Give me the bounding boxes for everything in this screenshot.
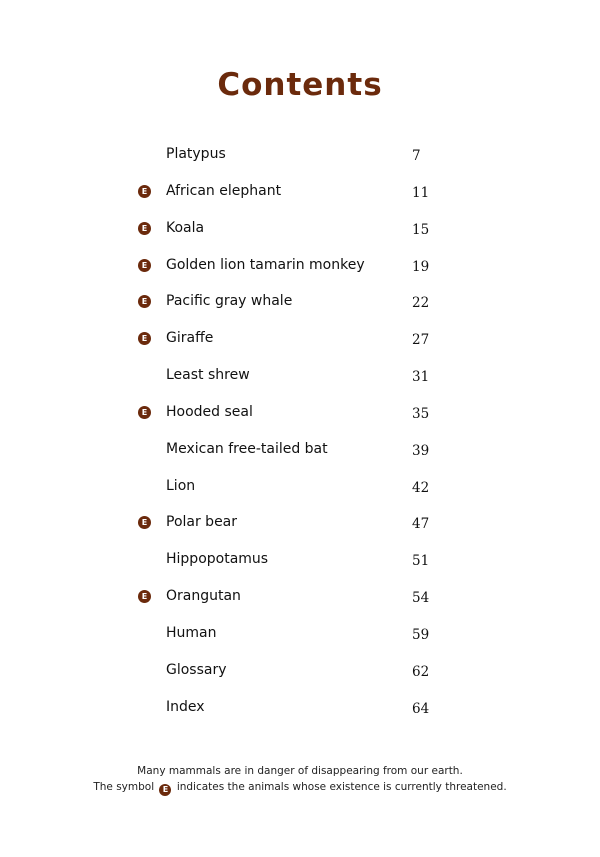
toc-entry-title: Golden lion tamarin monkey — [166, 256, 365, 273]
toc-entry — [0, 470, 600, 507]
toc-entry-page: 47 — [412, 516, 430, 533]
page-title: Contents — [217, 66, 383, 103]
toc-entry — [0, 396, 600, 433]
toc-entry-title: Index — [166, 698, 205, 715]
toc-entry — [0, 580, 600, 617]
toc-entry-title: Giraffe — [166, 330, 214, 347]
toc-entry-title: Glossary — [166, 661, 227, 678]
footnote-text-before: The symbol — [93, 781, 155, 793]
toc-entry — [0, 249, 600, 286]
endangered-icon: E — [138, 259, 151, 272]
endangered-icon: E — [159, 784, 171, 796]
toc-entry-page: 64 — [412, 700, 430, 717]
toc-entry-title: Platypus — [166, 146, 226, 162]
toc-entry-title: Hooded seal — [166, 403, 253, 420]
footnote-line-1: Many mammals are in danger of disappearing from our earth. — [137, 765, 463, 777]
toc-entry — [0, 212, 600, 249]
endangered-icon: E — [138, 516, 151, 529]
toc-entry-title: Mexican free-tailed bat — [166, 440, 328, 457]
toc-entry-title: Human — [166, 624, 217, 641]
table-of-contents — [0, 138, 600, 728]
toc-entry-title: Polar bear — [166, 514, 238, 531]
toc-entry — [0, 138, 600, 175]
toc-entry-title: Orangutan — [166, 588, 241, 605]
footnote — [0, 763, 600, 796]
footnote-text-after: indicates the animals whose existence is currently threatened. — [176, 781, 507, 793]
toc-entry-title: Least shrew — [166, 367, 250, 384]
endangered-icon: E — [138, 185, 151, 198]
toc-entry — [0, 654, 600, 691]
toc-entry-page: 19 — [412, 258, 430, 275]
endangered-icon: E — [138, 295, 151, 308]
endangered-icon: E — [138, 406, 151, 419]
toc-entry-page: 15 — [412, 221, 430, 238]
toc-entry — [0, 543, 600, 580]
toc-entry — [0, 322, 600, 359]
toc-entry-title: Koala — [166, 219, 205, 236]
toc-entry-page: 35 — [412, 405, 430, 422]
footnote-line-2 — [0, 779, 600, 796]
toc-entry — [0, 359, 600, 396]
toc-entry-page: 59 — [412, 626, 430, 643]
toc-entry — [0, 617, 600, 654]
toc-entry-title: Lion — [166, 477, 196, 494]
toc-entry-page: 31 — [412, 369, 430, 386]
toc-entry-page: 54 — [412, 590, 430, 607]
toc-entry-page: 42 — [412, 479, 430, 496]
toc-entry-page: 27 — [412, 332, 430, 349]
toc-entry-title: Pacific gray whale — [166, 293, 293, 310]
toc-entry-page: 51 — [412, 553, 430, 570]
toc-entry — [0, 433, 600, 470]
toc-entry — [0, 691, 600, 728]
toc-entry — [0, 175, 600, 212]
toc-entry-title: Hippopotamus — [166, 551, 269, 568]
toc-entry-page: 62 — [412, 663, 430, 680]
toc-entry — [0, 285, 600, 322]
endangered-icon: E — [138, 222, 151, 235]
toc-entry-page: 11 — [412, 184, 430, 201]
endangered-icon: E — [138, 590, 151, 603]
toc-entry — [0, 506, 600, 543]
toc-entry-page: 22 — [412, 295, 430, 312]
endangered-icon: E — [138, 332, 151, 345]
toc-entry-page: 7 — [412, 148, 421, 164]
toc-entry-page: 39 — [412, 442, 430, 459]
toc-entry-title: African elephant — [166, 182, 282, 199]
